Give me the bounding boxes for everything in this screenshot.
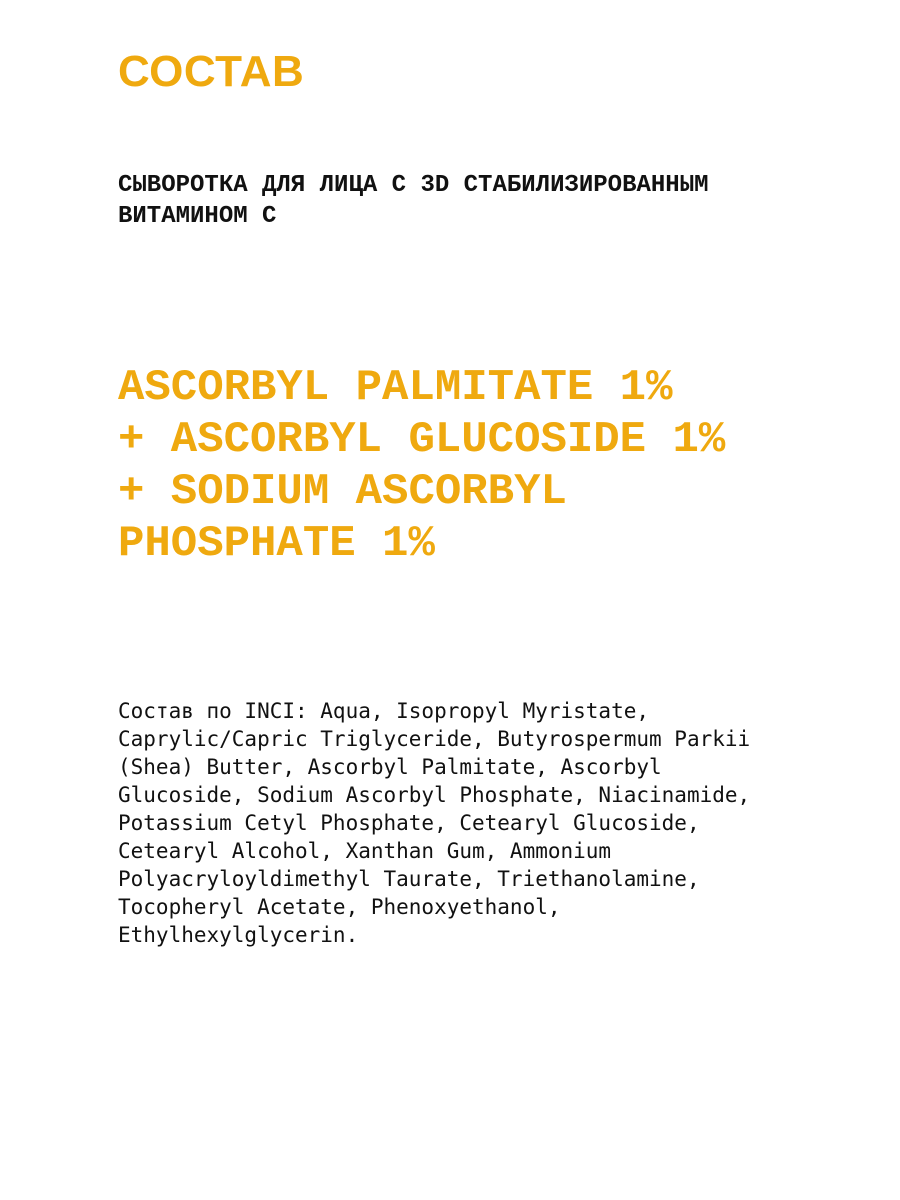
inci-line: Caprylic/Capric Triglyceride, Butyrospermum Parkii [118,727,751,751]
product-name: СЫВОРОТКА ДЛЯ ЛИЦА С 3D СТАБИЛИЗИРОВАННЫМ ВИТАМИНОМ С [118,172,709,230]
inci-line: Cetearyl Alcohol, Xanthan Gum, Ammonium [118,839,612,863]
inci-line: (Shea) Butter, Ascorbyl Palmitate, Ascorbyl [118,755,662,779]
inci-line: Glucoside, Sodium Ascorbyl Phosphate, Niacinamide, [118,783,751,807]
inci-line: Potassium Cetyl Phosphate, Cetearyl Glucoside, [118,811,700,835]
inci-line: Ethylhexylglycerin. [118,923,359,947]
inci-line: Polyacryloyldimethyl Taurate, Triethanolamine, [118,867,700,891]
inci-line: Состав по INCI: Aqua, Isopropyl Myristate, [118,699,650,723]
active-ingredients [118,362,838,570]
page-title: СОСТАВ [118,47,305,96]
active-ingredient-line: + ASCORBYL GLUCOSIDE 1% [118,415,726,465]
active-ingredient-line: PHOSPHATE 1% [118,519,435,569]
active-ingredient-line: + SODIUM ASCORBYL [118,467,567,517]
inci-line: Tocopheryl Acetate, Phenoxyethanol, [118,895,561,919]
inci-ingredients-list [118,697,818,949]
active-ingredient-line: ASCORBYL PALMITATE 1% [118,363,673,413]
